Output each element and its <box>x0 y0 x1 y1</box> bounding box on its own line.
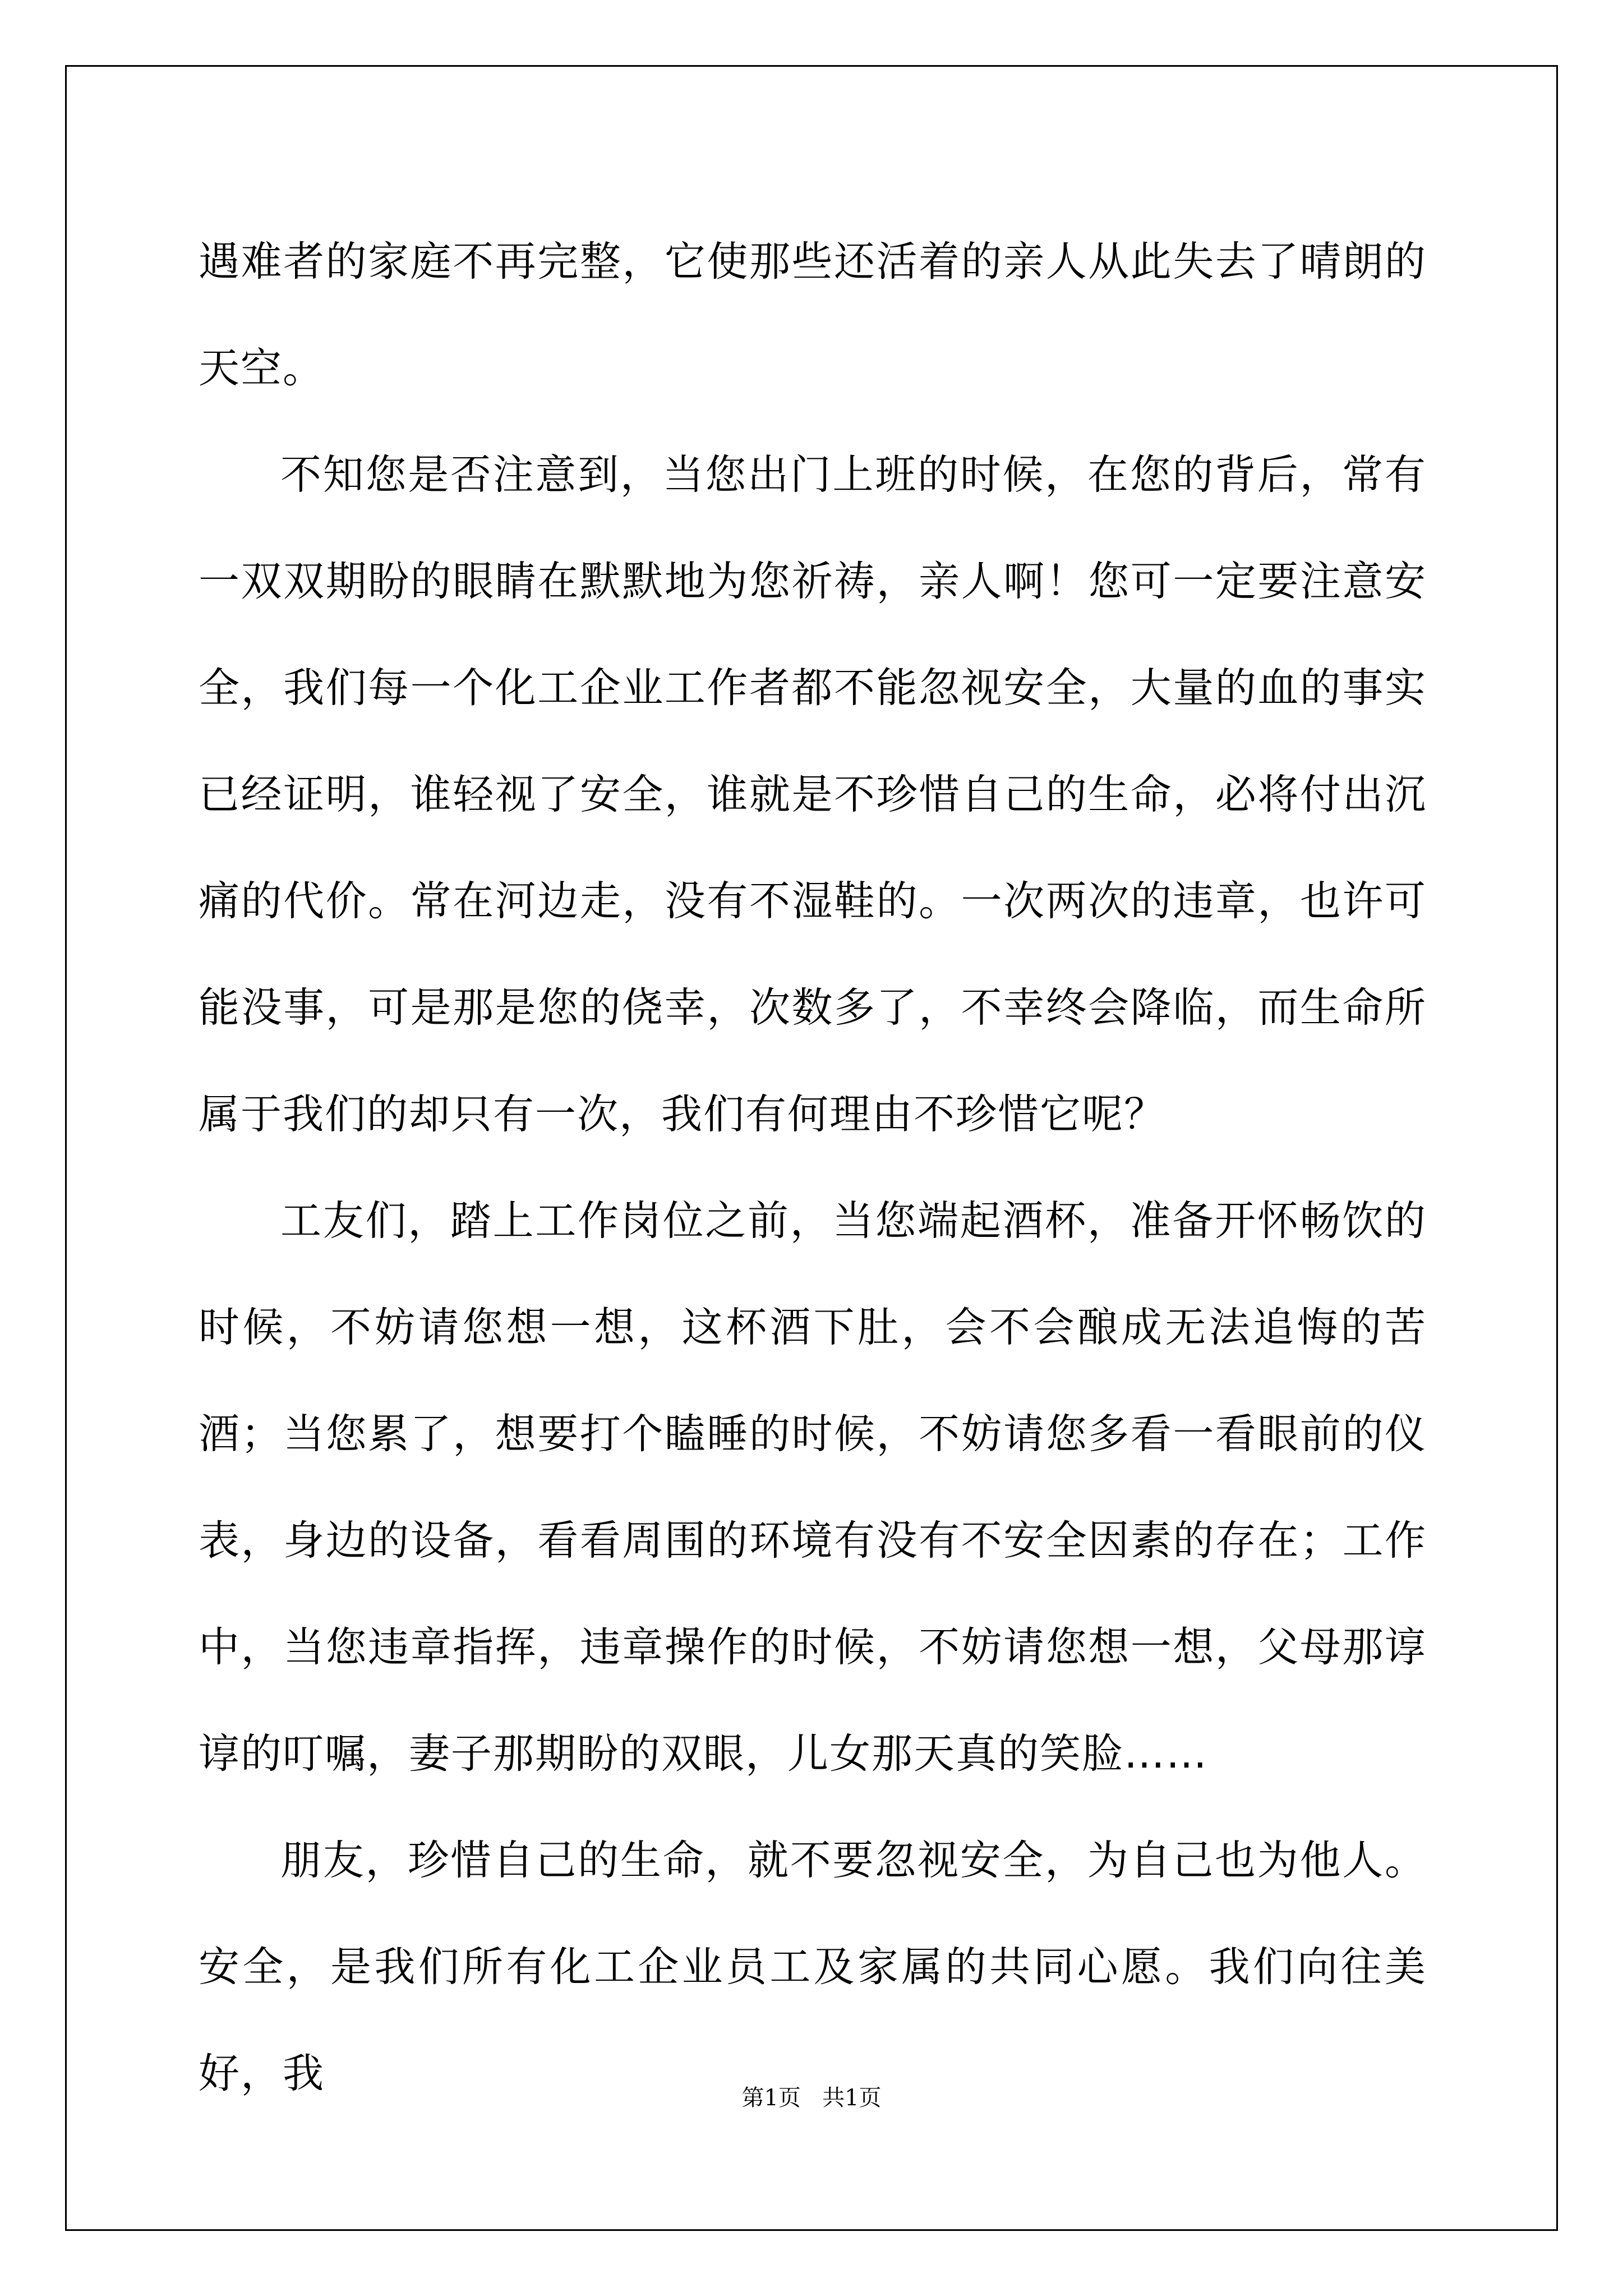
paragraph-3: 工友们，踏上工作岗位之前，当您端起酒杯，准备开怀畅饮的时候，不妨请您想一想，这杯酒下肚，会不会酿成无法追悔的苦酒；当您累了，想要打个瞌睡的时候，不妨请您多看一看眼前的仪表，身边的设备，看看周围的环境有没有不安全因素的存在；工作中，当您违章指挥，违章操作的时候，不妨请您想一想，父母那谆谆的叮嘱，妻子那期盼的双眼，儿女那天真的笑脸…… <box>199 1197 1427 1778</box>
paragraph-4: 朋友，珍惜自己的生命，就不要忽视安全，为自己也为他人。安全，是我们所有化工企业员工及家属的共同心愿。我们向往美好，我 <box>199 1837 1427 2097</box>
page-footer <box>0 2080 1623 2112</box>
document-body <box>199 209 1427 2127</box>
page-number: 第1页 <box>741 2085 801 2111</box>
page-total: 共1页 <box>822 2085 882 2111</box>
paragraph-2: 不知您是否注意到，当您出门上班的时候，在您的背后，常有一双双期盼的眼睛在默默地为您祈祷，亲人啊！您可一定要注意安全，我们每一个化工企业工作者都不能忽视安全，大量的血的事实已经证明，谁轻视了安全，谁就是不珍惜自己的生命，必将付出沉痛的代价。常在河边走，没有不湿鞋的。一次两次的违章，也许可能没事，可是那是您的侥幸，次数多了，不幸终会降临，而生命所属于我们的却只有一次，我们有何理由不珍惜它呢？ <box>199 451 1427 1138</box>
paragraph-1: 遇难者的家庭不再完整，它使那些还活着的亲人从此失去了晴朗的天空。 <box>199 238 1427 392</box>
